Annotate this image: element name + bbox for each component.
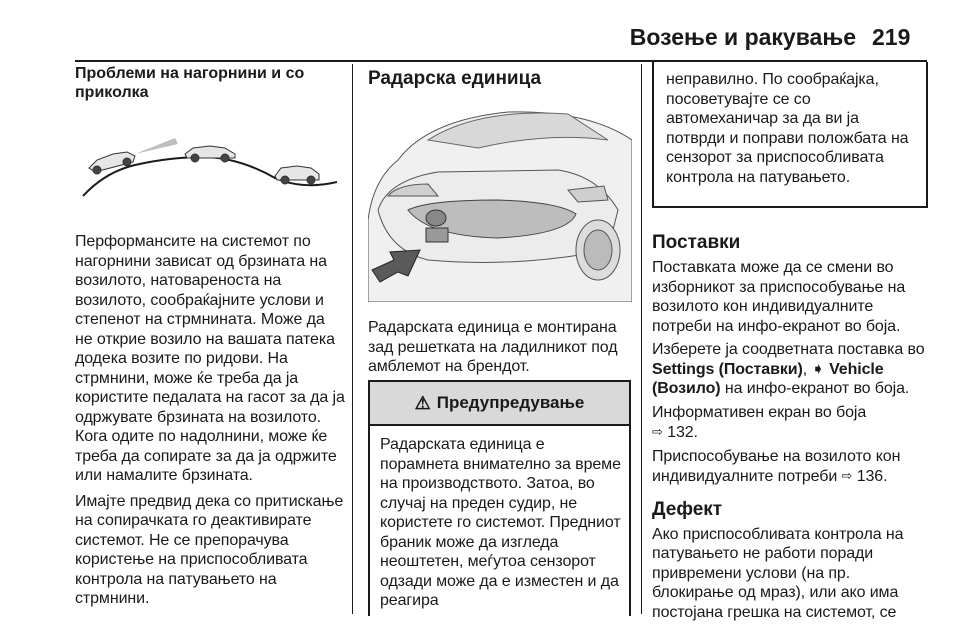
radar-unit-illustration xyxy=(368,100,632,302)
paragraph-settings-1: Поставката може да се смени во изборникот за приспособување на возилото кон индивидуалните потреби на инфо-екранот во боја. xyxy=(652,259,906,335)
column-left xyxy=(75,64,345,102)
menu-settings-label: Settings (Поставки) xyxy=(652,360,803,378)
info-display-text: Информативен екран во боја xyxy=(652,403,867,421)
personalization-text: Приспособување на возилото кон индивидуалните потреби xyxy=(652,447,901,485)
column-divider xyxy=(641,64,642,614)
warning-text: Радарската единица е порамнета внимателно за време на производството. Затоа, во случај на преден судир, не користете го системот. Предниот браник може да изгледа неоштетен, меѓутоа сензорот одзади може да е изместен и да реагира xyxy=(380,436,621,609)
warning-title: Предупредување xyxy=(436,393,585,412)
page-reference-icon: ⇨ xyxy=(652,424,663,439)
brand-emblem-icon xyxy=(426,210,446,226)
paragraph-personalization xyxy=(652,447,930,487)
section-heading-hills: Проблеми на нагорнини и со приколка xyxy=(75,65,305,101)
column-left-body xyxy=(75,232,345,609)
section-heading-radar: Радарска единица xyxy=(368,68,542,89)
radar-beam-icon xyxy=(135,138,178,154)
column-middle xyxy=(368,68,632,90)
paragraph-hills-2: Имајте предвид дека со притискање на сопирачката го деактивирате системот. Не се препорачува користење на приспособливата контрола на патувањето на стрмнини. xyxy=(75,492,344,607)
page-reference-link[interactable]: 136. xyxy=(856,468,888,485)
section-heading-settings: Поставки xyxy=(652,232,741,253)
warning-text-continued: неправилно. По сообраќајка, посоветувајте се со автомеханичар за да ви ја потврди и поправи положбата на сензорот за приспособливата контрола на патувањето. xyxy=(666,71,909,186)
page-reference-icon: ⇨ xyxy=(841,468,853,483)
settings-text: Изберете ја соодветната поставка во xyxy=(652,341,925,358)
paragraph-hills-1: Перформансите на системот по нагорнини зависат од брзината на возилото, натовареноста на возилото, сообраќајните услови и степенот на стрмнината. Може да не открие возило на вашата патека додека возите по ридови. На стрмнини, може ќе треба да ја користите педалата на гасот за да ја одржувате брзината на возилото. Кога одите по надолнини, може ќе треба да сопирате за да ја одржите или намалите брзината. xyxy=(75,233,345,484)
hills-illustration xyxy=(75,110,337,218)
paragraph-info-display xyxy=(652,403,930,443)
arrow-right-icon: ➧ xyxy=(811,360,825,378)
warning-box-continued xyxy=(652,62,928,208)
paragraph-defect: Ако приспособливата контрола на патувањето не работи поради привремени услови (на пр. блокирање од мраз), или ако има постојана грешка на системот, се xyxy=(652,525,904,621)
warning-box xyxy=(368,380,631,616)
paragraph-radar: Радарската единица е монтирана зад решетката на ладилникот под амблемот на брендот. xyxy=(368,319,618,375)
warning-triangle-icon: ⚠ xyxy=(414,392,431,413)
chapter-title: Возење и ракување xyxy=(629,24,856,50)
menu-vehicle-label: Vehicle (Возило) xyxy=(652,360,884,397)
radar-sensor-icon xyxy=(426,228,448,242)
warning-body xyxy=(370,426,629,611)
section-heading-defect: Дефект xyxy=(652,498,723,520)
warning-header xyxy=(370,382,629,426)
page-header xyxy=(0,0,960,60)
paragraph-settings-2 xyxy=(652,340,930,399)
page-number: 219 xyxy=(872,24,911,50)
column-divider xyxy=(352,64,353,614)
column-right xyxy=(652,232,930,622)
column-middle-body xyxy=(368,318,632,377)
settings-separator: , xyxy=(802,360,812,378)
page-reference-link[interactable]: 132. xyxy=(667,424,698,441)
settings-text-end: на инфо-екранот во боја. xyxy=(720,380,910,397)
